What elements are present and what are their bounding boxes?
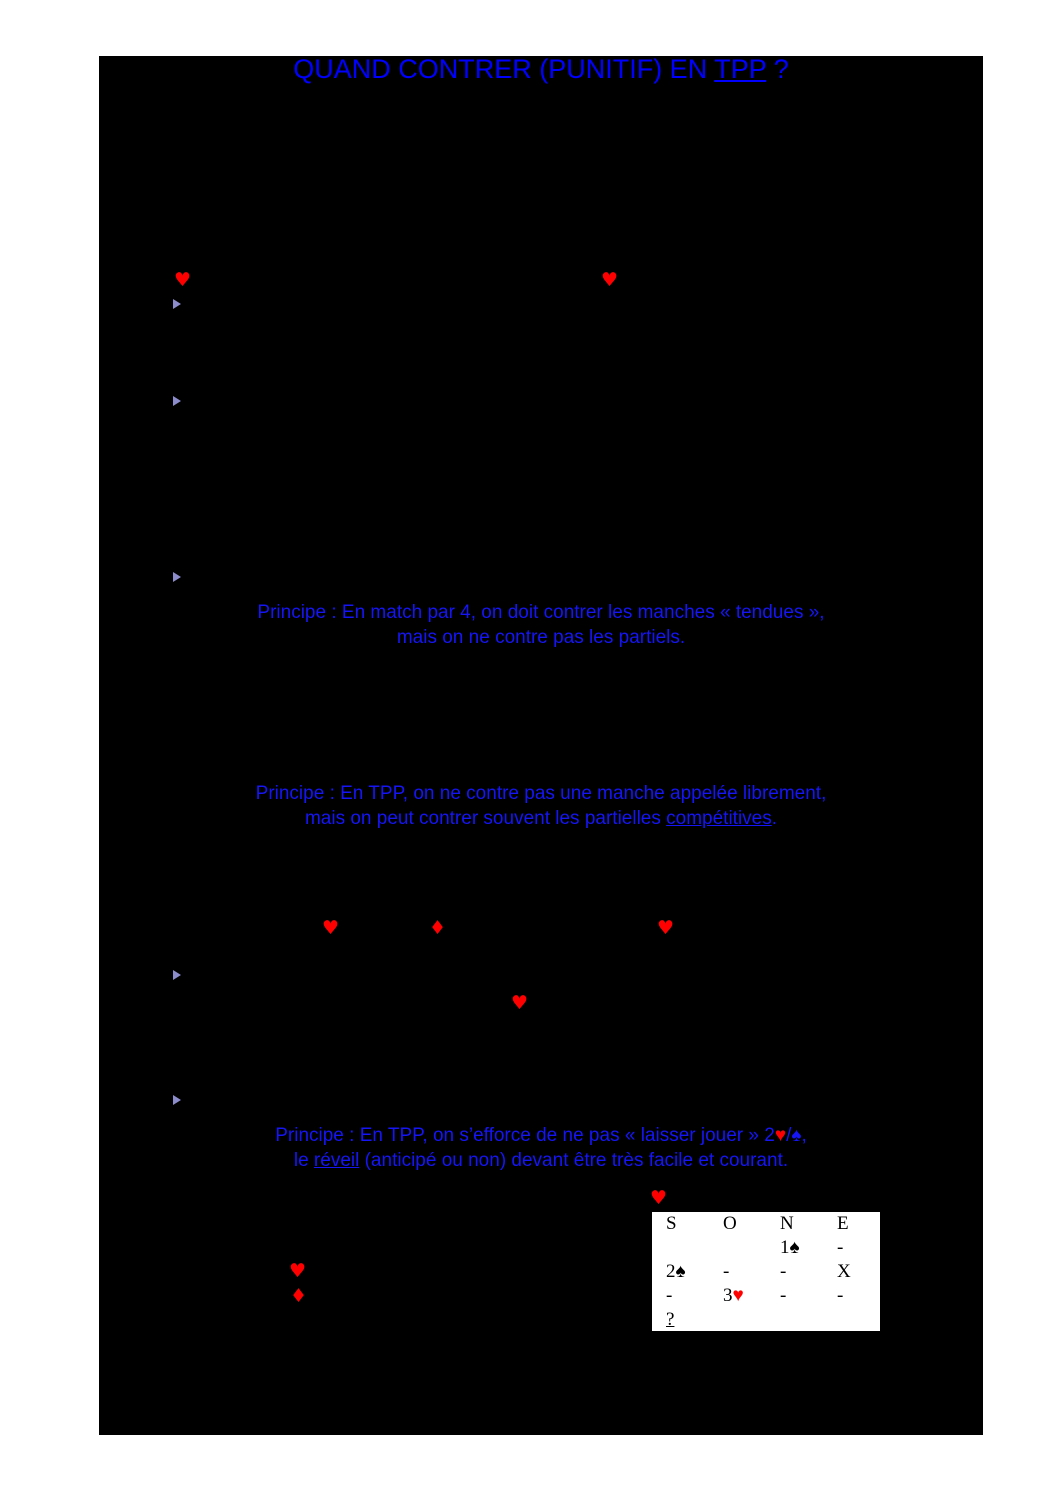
heart-icon: ♥ xyxy=(732,1285,744,1306)
competitives-link[interactable]: compétitives xyxy=(666,808,772,829)
bidding-row xyxy=(652,1284,880,1308)
principle-3-line-1: Principe : En TPP, on s’efforce de ne pas « laisser jouer » 2♥/♠, xyxy=(275,1125,807,1146)
bidding-cell xyxy=(652,1236,709,1260)
heart-icon: ♥ xyxy=(511,992,529,1014)
principle-2-line-2: mais on peut contrer souvent les partielles compétitives. xyxy=(304,808,778,829)
bullet-arrow-icon xyxy=(173,572,181,582)
title-tpp-link[interactable]: TPP xyxy=(714,54,767,84)
bidding-cell: - xyxy=(837,1285,844,1306)
bidding-cell: 3♥ xyxy=(723,1285,744,1306)
bidding-cell: - xyxy=(666,1285,673,1306)
bidding-header-row xyxy=(652,1212,880,1236)
principle-3 xyxy=(99,1123,983,1173)
bullet-arrow-icon xyxy=(173,1095,181,1105)
title-main: QUAND CONTRER (PUNITIF) EN xyxy=(293,54,715,84)
bidding-cell xyxy=(823,1308,880,1332)
heart-icon: ♥ xyxy=(774,1125,787,1146)
bidding-header-o: O xyxy=(723,1213,737,1234)
heart-icon: ♥ xyxy=(174,269,192,291)
bidding-row xyxy=(652,1308,880,1332)
bidding-cell xyxy=(766,1308,823,1332)
bullet-arrow-icon xyxy=(173,396,181,406)
principle-1-line-2: mais on ne contre pas les partiels. xyxy=(396,627,686,648)
bidding-cell-question: ? xyxy=(666,1309,675,1330)
bidding-header-e: E xyxy=(837,1213,849,1234)
bidding-cell: X xyxy=(837,1261,851,1282)
bidding-cell xyxy=(709,1236,766,1260)
bidding-row xyxy=(652,1260,880,1284)
bidding-cell: - xyxy=(780,1285,787,1306)
bidding-cell: - xyxy=(780,1261,787,1282)
page-title xyxy=(99,53,983,85)
principle-1-line-1: Principe : En match par 4, on doit contrer les manches « tendues », xyxy=(257,602,825,623)
bullet-arrow-icon xyxy=(173,299,181,309)
heart-icon: ♥ xyxy=(322,917,340,939)
bidding-cell: 1♠ xyxy=(780,1237,800,1258)
diamond-icon: ♦ xyxy=(429,917,447,939)
bidding-header-n: N xyxy=(780,1213,794,1234)
bidding-header-s: S xyxy=(666,1213,677,1234)
principle-2-line-1: Principe : En TPP, on ne contre pas une manche appelée librement, xyxy=(255,783,827,804)
reveil-link[interactable]: réveil xyxy=(313,1150,360,1171)
bidding-cell: - xyxy=(723,1261,730,1282)
principle-3-line-2: le réveil (anticipé ou non) devant être très facile et courant. xyxy=(293,1150,789,1171)
heart-icon: ♥ xyxy=(650,1187,668,1209)
principle-1 xyxy=(99,600,983,650)
bidding-cell xyxy=(709,1308,766,1332)
diamond-icon: ♦ xyxy=(290,1285,308,1307)
bidding-row xyxy=(652,1236,880,1260)
heart-icon: ♥ xyxy=(289,1260,307,1282)
bidding-cell: - xyxy=(837,1237,844,1258)
heart-icon: ♥ xyxy=(601,269,619,291)
bidding-cell: 2♠ xyxy=(666,1261,686,1282)
title-end: ? xyxy=(766,54,789,84)
heart-icon: ♥ xyxy=(657,917,675,939)
bullet-arrow-icon xyxy=(173,970,181,980)
principle-2 xyxy=(99,781,983,831)
bidding-table xyxy=(652,1212,880,1331)
